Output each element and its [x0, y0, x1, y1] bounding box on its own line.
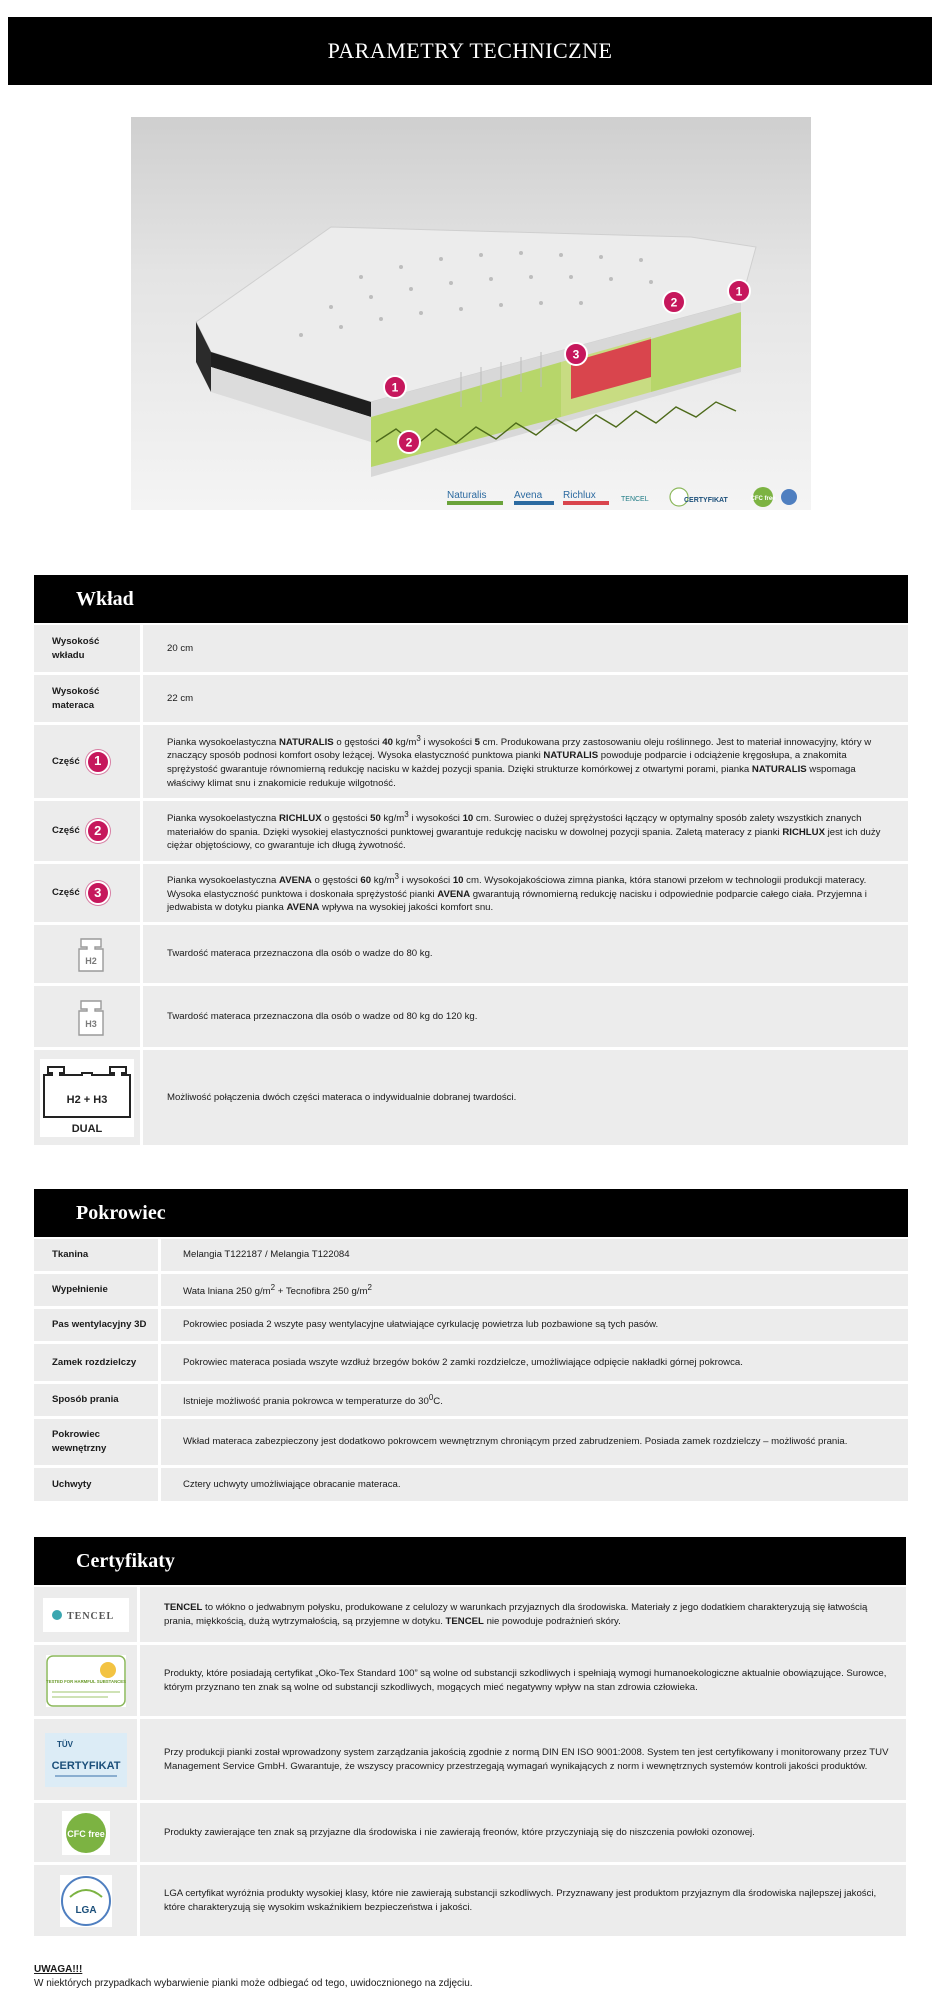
- table-row: [34, 1344, 908, 1381]
- row-label: Wysokość materaca: [34, 675, 143, 722]
- section-header-wklad: [34, 575, 908, 623]
- cert-description: LGA certyfikat wyróżnia produkty wysokiej klasy, które nie zawierają substancji szkodliwych. Przyznawany jest produktom przyjaznym dla środowiska najlepszej jakości, które charakteryzują się wysokim wskaźnikiem bezpieczeństwa i jakości.: [140, 1865, 906, 1936]
- weight-h3-icon: [75, 997, 107, 1037]
- section-header-pokrowiec: [34, 1189, 908, 1237]
- table-row: [34, 1803, 906, 1862]
- svg-text:LGA: LGA: [74, 1904, 97, 1916]
- marker-1-left: 1: [391, 380, 399, 395]
- pokrowiec-table: [34, 1236, 908, 1504]
- mattress-illustration: [131, 117, 811, 510]
- marker-3: 3: [572, 347, 580, 362]
- table-row: [34, 1050, 908, 1145]
- row-value: Wkład materaca zabezpieczony jest dodatkowo pokrowcem wewnętrznym chroniącym przed zabrudzeniem. Posiada zamek rozdzielczy – możliwość prania.: [161, 1419, 908, 1465]
- table-row: [34, 1865, 906, 1936]
- table-row: [34, 1239, 908, 1271]
- hardness-description: Twardość materaca przeznaczona dla osób o wadze od 80 kg do 120 kg.: [143, 986, 908, 1047]
- brand-certyfikat: CERTYFIKAT: [684, 497, 728, 504]
- svg-text:TENCEL: TENCEL: [66, 1610, 114, 1622]
- warning-note: [34, 1963, 473, 1990]
- part-number-badge: 1: [86, 750, 110, 774]
- row-label: Wypełnienie: [34, 1274, 161, 1306]
- svg-text:DUAL: DUAL: [71, 1122, 103, 1135]
- svg-text:CERTYFIKAT: CERTYFIKAT: [51, 1759, 120, 1772]
- row-value: Melangia T122187 / Melangia T122084: [161, 1239, 908, 1271]
- part-number-badge: 2: [86, 819, 110, 843]
- table-row: [34, 1645, 906, 1716]
- tencel-logo: [43, 1598, 129, 1632]
- row-label: Pas wentylacyjny 3D: [34, 1309, 161, 1341]
- row-label: Wysokość wkładu: [34, 625, 143, 672]
- table-row: [34, 1587, 906, 1642]
- cert-description: Produkty zawierające ten znak są przyjazne dla środowiska i nie zawierają freonów, które przyczyniają się do niszczenia powłoki ozonowej.: [140, 1803, 906, 1862]
- weight-dual-icon: [40, 1059, 134, 1137]
- cert-description: TENCEL to włókno o jedwabnym połysku, produkowane z celulozy w warunkach przyjaznych dla środowiska. Materiały z jego dodatkiem charakteryzują się łatwością prania, miękkością, dużą wytrzymałością, są przyjemne w dotyku. TENCEL nie powoduje podrażnień skóry.: [140, 1587, 906, 1642]
- section-title: Wkład: [76, 587, 134, 610]
- brand-avena: Avena: [514, 490, 543, 501]
- brand-naturalis: Naturalis: [447, 490, 487, 501]
- certyfikaty-table: [34, 1584, 906, 1939]
- table-row: [34, 925, 908, 983]
- svg-text:TESTED FOR HARMFUL SUBSTANCES: TESTED FOR HARMFUL SUBSTANCES: [45, 1678, 126, 1684]
- table-row: [34, 986, 908, 1047]
- marker-2-left: 2: [405, 435, 413, 450]
- svg-text:CFC free: CFC free: [66, 1828, 105, 1839]
- svg-text:H3: H3: [85, 1018, 97, 1029]
- row-value: Wata lniana 250 $g/m^2$ + Tecnofibra 250 $g/m^2$: [161, 1274, 908, 1306]
- warning-title: UWAGA!!!: [34, 1964, 83, 1975]
- table-row: [34, 864, 908, 922]
- table-row: [34, 801, 908, 861]
- svg-text:TÜV: TÜV: [56, 1739, 73, 1749]
- cert-description: Przy produkcji pianki został wprowadzony system zarządzania jakością zgodnie z normą DIN EN ISO 9001:2008. System ten jest certyfikowany i monitorowany przez TUV Management Service GmbH. Gwarantuje, że wszyscy pracownicy przestrzegają wymagań wynikających z norm i wewnętrznych systemów kontroli jakości produktów.: [140, 1719, 906, 1800]
- part-description: Pianka wysokoelastyczna RICHLUX o gęstości 50 $kg/m^3$ i wysokości 10 cm. Surowiec o dużej sprężystości łączący w optymalny sposób zalety wszystkich znanych materiałów do spania. Dzięki wysokiej elastyczności punktowej gwarantuje redukcję nacisku w dowolnej pozycji spania. Zaletą materacy z pianki RICHLUX jest ich duży ciężar objętościowy, co gwarantuje ich długą żywotność.: [143, 801, 908, 861]
- row-label: Zamek rozdzielczy: [34, 1344, 161, 1381]
- hardness-description: Możliwość połączenia dwóch części materaca o indywidualnie dobranej twardości.: [143, 1050, 908, 1145]
- hardness-description: Twardość materaca przeznaczona dla osób o wadze do 80 kg.: [143, 925, 908, 983]
- mattress-image: [131, 117, 811, 510]
- page-title: PARAMETRY TECHNICZNE: [327, 38, 613, 63]
- table-row: [34, 725, 908, 798]
- wklad-table: [34, 622, 908, 1148]
- cfc-free-logo: [62, 1811, 110, 1855]
- part-label: Część: [52, 755, 80, 767]
- section-title: Pokrowiec: [76, 1201, 166, 1224]
- marker-2-right: 2: [670, 295, 678, 310]
- warning-text: W niektórych przypadkach wybarwienie pianki może odbiegać od tego, uwidocznionego na zdjęciu.: [34, 1977, 473, 1989]
- page-title-banner: [8, 17, 932, 85]
- brand-cfc: CFC free: [750, 496, 776, 502]
- table-row: [34, 1468, 908, 1501]
- row-value: 22 cm: [143, 675, 908, 722]
- section-title: Certyfikaty: [76, 1549, 175, 1572]
- row-label: Tkanina: [34, 1239, 161, 1271]
- cert-description: Produkty, które posiadają certyfikat „Oko-Tex Standard 100” są wolne od substancji szkodliwych i spełniają wymogi humanoekologiczne aktualnie obowiązujące. Surowce, którym przyznano ten znak są wolne od substancji szkodliwych, mogących mieć negatywny wpływ na stan zdrowia człowieka.: [140, 1645, 906, 1716]
- brand-logos: [447, 487, 797, 507]
- brand-tencel: TENCEL: [621, 496, 649, 503]
- table-row: [34, 625, 908, 672]
- part-number-badge: 3: [86, 881, 110, 905]
- tuv-certyfikat-logo: [45, 1733, 127, 1787]
- lga-logo: [60, 1875, 112, 1927]
- part-description: Pianka wysokoelastyczna NATURALIS o gęstości 40 $kg/m^3$ i wysokości 5 cm. Produkowana przy zastosowaniu oleju roślinnego. Jest to materiał innowacyjny, który w znaczący sposób podnosi komfort osoby leżącej. Wysoka elastyczność punktowa pianki NATURALIS powoduje podparcie i odciążenie kręgosłupa, a znakomita sprężystość gwarantuje równomierną redukcję nacisku w każdej pozycji spania. Dzięki strukturze komórkowej z otwartymi porami, pianka NATURALIS wspomaga właściwy klimat snu i znakomicie redukuje wilgotność.: [143, 725, 908, 798]
- section-header-certyfikaty: [34, 1537, 906, 1585]
- part-label: Część: [52, 887, 80, 899]
- row-label: Sposób prania: [34, 1384, 161, 1416]
- svg-text:H2: H2: [85, 956, 97, 966]
- row-value: Istnieje możliwość prania pokrowca w temperaturze do $30^0C$.: [161, 1384, 908, 1416]
- table-row: [34, 1719, 906, 1800]
- table-row: [34, 1274, 908, 1306]
- oeko-tex-logo: [46, 1655, 126, 1707]
- table-row: [34, 1419, 908, 1465]
- row-value: Pokrowiec materaca posiada wszyte wzdłuż brzegów boków 2 zamki rozdzielcze, umożliwiające odpięcie nakładki górnej pokrowca.: [161, 1344, 908, 1381]
- row-label: Uchwyty: [34, 1468, 161, 1501]
- weight-h2-icon: [75, 935, 107, 973]
- table-row: [34, 675, 908, 722]
- row-label: Pokrowiec wewnętrzny: [34, 1419, 161, 1465]
- row-value: 20 cm: [143, 625, 908, 672]
- svg-text:H2 + H3: H2 + H3: [66, 1093, 108, 1106]
- marker-1-right: 1: [735, 284, 743, 299]
- table-row: [34, 1384, 908, 1416]
- row-value: Cztery uchwyty umożliwiające obracanie materaca.: [161, 1468, 908, 1501]
- brand-richlux: Richlux: [563, 490, 596, 501]
- row-value: Pokrowiec posiada 2 wszyte pasy wentylacyjne ułatwiające cyrkulację powietrza lub pozbawione są tych pasów.: [161, 1309, 908, 1341]
- part-label: Część: [52, 825, 80, 837]
- table-row: [34, 1309, 908, 1341]
- part-description: Pianka wysokoelastyczna AVENA o gęstości 60 $kg/m^3$ i wysokości 10 cm. Wysokojakościowa zimna pianka, która stanowi przełom w technologii produkcji materacy. Wysoka elastyczność punktowa i doskonała sprężystość pianki AVENA gwarantują równomierną redukcję nacisku i odpowiednie podparcie całego ciała. Przyjemna i jedwabista w dotyku pianka AVENA wpływa na wysokiej jakości komfort snu.: [143, 864, 908, 922]
